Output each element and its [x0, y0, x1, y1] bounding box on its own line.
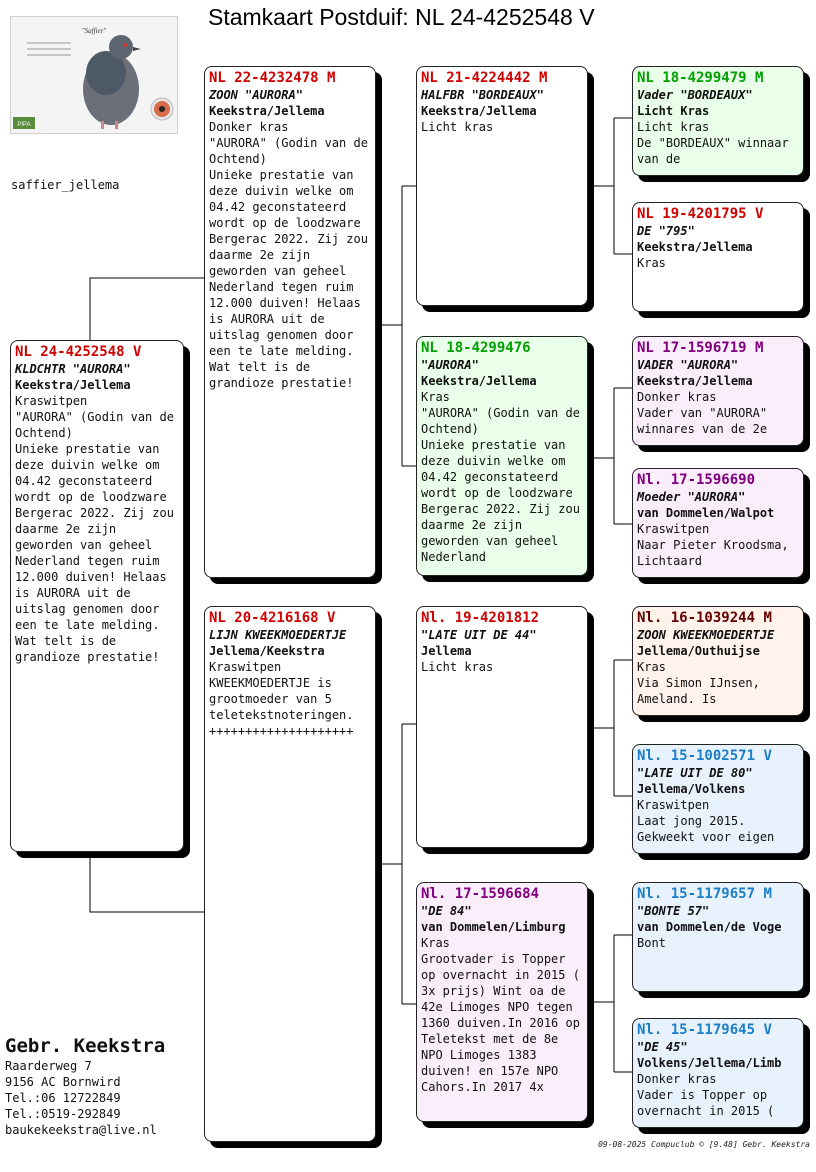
owner-address [5, 1034, 165, 1138]
breeder: van Dommelen/de Voge [637, 920, 782, 934]
pigeon-color: Licht kras [421, 660, 494, 674]
photo-logo: PIPA [17, 122, 31, 128]
pigeon-card-ff[interactable] [416, 66, 588, 306]
ring-number-text: NL 21-4224442 [421, 70, 531, 86]
ring-number [637, 610, 799, 627]
sex-label: V [755, 206, 764, 222]
pigeon-card-mf[interactable] [416, 606, 588, 848]
ring-number-text: NL 19-4201795 [637, 206, 747, 222]
breeder: Keekstra/Jellema [15, 378, 131, 392]
remark: Vader van "AURORA" winnares van de 2e [637, 406, 775, 436]
ring-number [15, 344, 179, 361]
ring-number-text: Nl. 15-1179645 [637, 1022, 756, 1038]
ring-number-text: NL 22-4232478 [209, 70, 319, 86]
ring-number [637, 206, 799, 223]
pigeon-color: Kras [637, 660, 666, 674]
pigeon-color: Kras [637, 256, 666, 270]
pigeon-color: Donker kras [637, 1072, 717, 1086]
breeder: Keekstra/Jellema [637, 374, 753, 388]
ring-number [637, 748, 799, 765]
pigeon-name: KLDCHTR "AURORA" [15, 362, 131, 376]
ring-number [637, 886, 799, 903]
pigeon-name: DE "795" [637, 224, 695, 238]
pigeon-name: "LATE UIT DE 44" [421, 628, 537, 642]
sex-label: M [755, 70, 764, 86]
breeder: Keekstra/Jellema [637, 240, 753, 254]
sex-label: M [755, 340, 764, 356]
pigeon-card-mmm[interactable] [632, 1018, 804, 1128]
sex-label: M [763, 886, 772, 902]
pigeon-card-mmf[interactable] [632, 882, 804, 992]
ring-number [209, 610, 371, 627]
sex-label: M [539, 70, 548, 86]
ring-number-text: Nl. 16-1039244 [637, 610, 756, 626]
owner-phone-1: Tel.:06 12722849 [5, 1091, 121, 1105]
pigeon-card-ffm[interactable] [632, 202, 804, 312]
ring-number-text: Nl. 15-1002571 [637, 748, 756, 764]
ring-number [637, 340, 799, 357]
ring-number [421, 610, 583, 627]
owner-name: Gebr. Keekstra [5, 1035, 166, 1057]
remark: Naar Pieter Kroodsma, Lichtaard [637, 538, 796, 568]
pigeon-name: ZOON KWEEKMOEDERTJE [637, 628, 775, 642]
sex-label: V [763, 1022, 772, 1038]
sex-label: V [327, 610, 336, 626]
pigeon-name: "DE 84" [421, 904, 472, 918]
sex-label: V [763, 748, 772, 764]
pigeon-color: Licht kras [421, 120, 494, 134]
remark: Vader is Topper op overnacht in 2015 ( [637, 1088, 775, 1118]
ring-number-text: Nl. 19-4201812 [421, 610, 540, 626]
breeder: Jellema [421, 644, 472, 658]
sex-label: M [763, 610, 772, 626]
pigeon-name: "AURORA" [421, 358, 479, 372]
pigeon-card-fff[interactable] [632, 66, 804, 176]
ring-number [209, 70, 371, 87]
breeder: Jellema/Keekstra [209, 644, 325, 658]
owner-phone-2: Tel.:0519-292849 [5, 1107, 121, 1121]
pigeon-card-fmf[interactable] [632, 336, 804, 446]
pigeon-card-subject[interactable] [10, 340, 184, 852]
breeder: Licht Kras [637, 104, 710, 118]
pigeon-name: VADER "AURORA" [637, 358, 739, 372]
pigeon-card-mff[interactable] [632, 606, 804, 716]
breeder: Keekstra/Jellema [209, 104, 325, 118]
pigeon-color: Bont [637, 936, 666, 950]
breeder: van Dommelen/Walpot [637, 506, 775, 520]
pigeon-card-fm[interactable] [416, 336, 588, 576]
breeder: Volkens/Jellema/Limb [637, 1056, 782, 1070]
pigeon-card-mfm[interactable] [632, 744, 804, 854]
ring-number-text: NL 18-4299476 [421, 340, 531, 356]
page-title: Stamkaart Postduif: NL 24-4252548 V [208, 4, 595, 30]
breeder: van Dommelen/Limburg [421, 920, 566, 934]
remark: Laat jong 2015. Gekweekt voor eigen [637, 814, 775, 844]
remark: "AURORA" (Godin van de Ochtend) Unieke prestatie van deze duivin welke om 04.42 geconstateerd wordt op de loodzware Bergerac 2022. Zij zou daarme 2e zijn geworden van geheel Nederland tegen ruim 12.000 duiven! Helaas is AURORA uit de uitslag genomen door een te late melding. Wat telt is de grandioze prestatie! [209, 136, 368, 390]
pigeon-card-mother[interactable] [204, 606, 376, 1142]
ring-number-text: NL 18-4299479 [637, 70, 747, 86]
sex-label: M [327, 70, 336, 86]
remark: Via Simon IJnsen, Ameland. Is [637, 676, 768, 706]
ring-number [637, 70, 799, 87]
remark: De "BORDEAUX" winnaar van de [637, 136, 796, 166]
pigeon-color: Kraswitpen [637, 798, 710, 812]
ring-number [421, 70, 583, 87]
pigeon-name: ZOON "AURORA" [209, 88, 303, 102]
ring-number-text: Nl. 17-1596684 [421, 886, 540, 902]
ring-number-text: NL 20-4216168 [209, 610, 319, 626]
remark: "AURORA" (Godin van de Ochtend) Unieke prestatie van deze duivin welke om 04.42 geconstateerd wordt op de loodzware Bergerac 2022. Zij zou daarme 2e zijn geworden van geheel Nederland tegen ruim 12.000 duiven! Helaas is AURORA uit de uitslag genomen door een te late melding. Wat telt is de grandioze prestatie! [15, 410, 174, 664]
pigeon-name: Moeder "AURORA" [637, 490, 746, 504]
pigeon-card-mm[interactable] [416, 882, 588, 1122]
pigeon-card-father[interactable] [204, 66, 376, 578]
breeder: Jellema/Outhuijse [637, 644, 760, 658]
print-info: 09-08-2025 Compuclub © [9.48] Gebr. Keekstra [598, 1140, 810, 1149]
owner-email[interactable]: baukekeekstra@live.nl [5, 1123, 157, 1137]
pigeon-color: Kraswitpen [637, 522, 710, 536]
pigeon-name: "LATE UIT DE 80" [637, 766, 753, 780]
breeder: Keekstra/Jellema [421, 374, 537, 388]
ring-number [637, 1022, 799, 1039]
breeder: Keekstra/Jellema [421, 104, 537, 118]
pigeon-color: Kras [421, 936, 450, 950]
pigeon-name: "DE 45" [637, 1040, 688, 1054]
pigeon-name: "BONTE 57" [637, 904, 710, 918]
owner-city: 9156 AC Bornwird [5, 1075, 121, 1089]
remark: "AURORA" (Godin van de Ochtend) Unieke prestatie van deze duivin welke om 04.42 geconstateerd wordt op de loodzware Bergerac 2022. Zij zou daarme 2e zijn geworden van geheel Nederland [421, 406, 580, 564]
pigeon-color: Kras [421, 390, 450, 404]
owner-street: Raarderweg 7 [5, 1059, 92, 1073]
pigeon-name: HALFBR "BORDEAUX" [421, 88, 544, 102]
ring-number-text: Nl. 17-1596690 [637, 472, 756, 488]
ring-number-text: NL 17-1596719 [637, 340, 747, 356]
pigeon-color: Kraswitpen [15, 394, 88, 408]
ring-number [637, 472, 799, 489]
remark: KWEEKMOEDERTJE is grootmoeder van 5 teletekstnoteringen. ++++++++++++++++++++ [209, 676, 354, 738]
remark: Grootvader is Topper op overnacht in 2015 ( 3x prijs) Wint oa de 42e Limoges NPO tegen 1360 duiven.In 2016 op Teletekst met de 8e NPO Limoges 1383 duiven! en 157e NPO Cahors.In 2017 4x [421, 952, 588, 1094]
ring-number [421, 886, 583, 903]
pigeon-color: Kraswitpen [209, 660, 282, 674]
pigeon-name: LIJN KWEEKMOEDERTJE [209, 628, 347, 642]
ring-number [421, 340, 583, 357]
pigeon-color: Licht kras [637, 120, 710, 134]
ring-number-text: Nl. 15-1179657 [637, 886, 756, 902]
owner-tag: saffier_jellema [11, 178, 120, 192]
pigeon-card-fmm[interactable] [632, 468, 804, 578]
pigeon-color: Donker kras [637, 390, 717, 404]
sex-label: V [133, 344, 142, 360]
breeder: Jellema/Volkens [637, 782, 746, 796]
photo-caption: "Saffier" [81, 27, 107, 35]
ring-number-text: NL 24-4252548 [15, 344, 125, 360]
pigeon-color: Donker kras [209, 120, 289, 134]
pigeon-name: Vader "BORDEAUX" [637, 88, 753, 102]
